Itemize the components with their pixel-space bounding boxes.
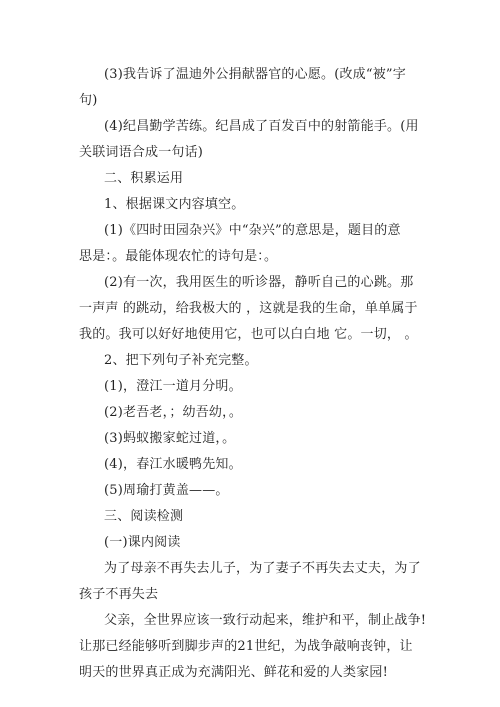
passage-line-3: 父亲，全世界应该一致行动起来，维护和平，制止战争! <box>104 613 427 628</box>
text-line-q4: (4)纪昌勤学苦练。纪昌成了百发百中的射箭能手。(用 <box>104 119 419 134</box>
passage-line-5: 明天的世界真正成为充满阳光、鲜花和爱的人类家园! <box>79 665 389 680</box>
text-line-fill-2-cont: 一声声 的跳动，给我极大的 ，这就是我的生命，单单属于 <box>79 301 418 316</box>
sentence-item-4: (4)，春江水暖鸭先知。 <box>104 457 242 472</box>
text-line-fill-2: (2)有一次，我用医生的听诊器，静听自己的心跳。那 <box>104 275 414 290</box>
question-fill-blank: 1、根据课文内容填空。 <box>104 197 245 212</box>
passage-line-1: 为了母亲不再失去儿子，为了妻子不再失去丈夫，为了 <box>104 561 421 576</box>
subsection-heading-in-class-reading: (一)课内阅读 <box>104 535 181 550</box>
text-line-q3: (3)我告诉了温迪外公捐献器官的心愿。(改成“被”字 <box>104 67 406 82</box>
passage-line-4: 让那已经能够听到脚步声的21世纪，为战争敲响丧钟，让 <box>79 639 413 654</box>
text-line-q4-cont: 关联词语合成一句话) <box>79 145 204 160</box>
text-line-fill-1: (1)《四时田园杂兴》中“杂兴”的意思是，题目的意 <box>104 223 401 238</box>
section-heading-reading: 三、阅读检测 <box>104 509 184 524</box>
passage-line-2: 孩子不再失去 <box>79 587 159 602</box>
sentence-item-5: (5)周瑜打黄盖——。 <box>104 483 229 498</box>
text-line-q3-cont: 句) <box>79 93 98 108</box>
question-complete-sentences: 2、把下列句子补充完整。 <box>104 353 258 368</box>
sentence-item-3: (3)蚂蚁搬家蛇过道，。 <box>104 431 236 446</box>
sentence-item-2: (2)老吾老，；幼吾幼，。 <box>104 405 243 420</box>
text-line-fill-2-end: 我的。我可以好好地使用它，也可以白白地 它。一切， 。 <box>79 327 418 342</box>
sentence-item-1: (1)，澄江一道月分明。 <box>104 379 242 394</box>
text-line-fill-1-cont: 思是：。最能体现农忙的诗句是：。 <box>79 249 278 264</box>
section-heading-accumulation: 二、积累运用 <box>104 171 184 186</box>
